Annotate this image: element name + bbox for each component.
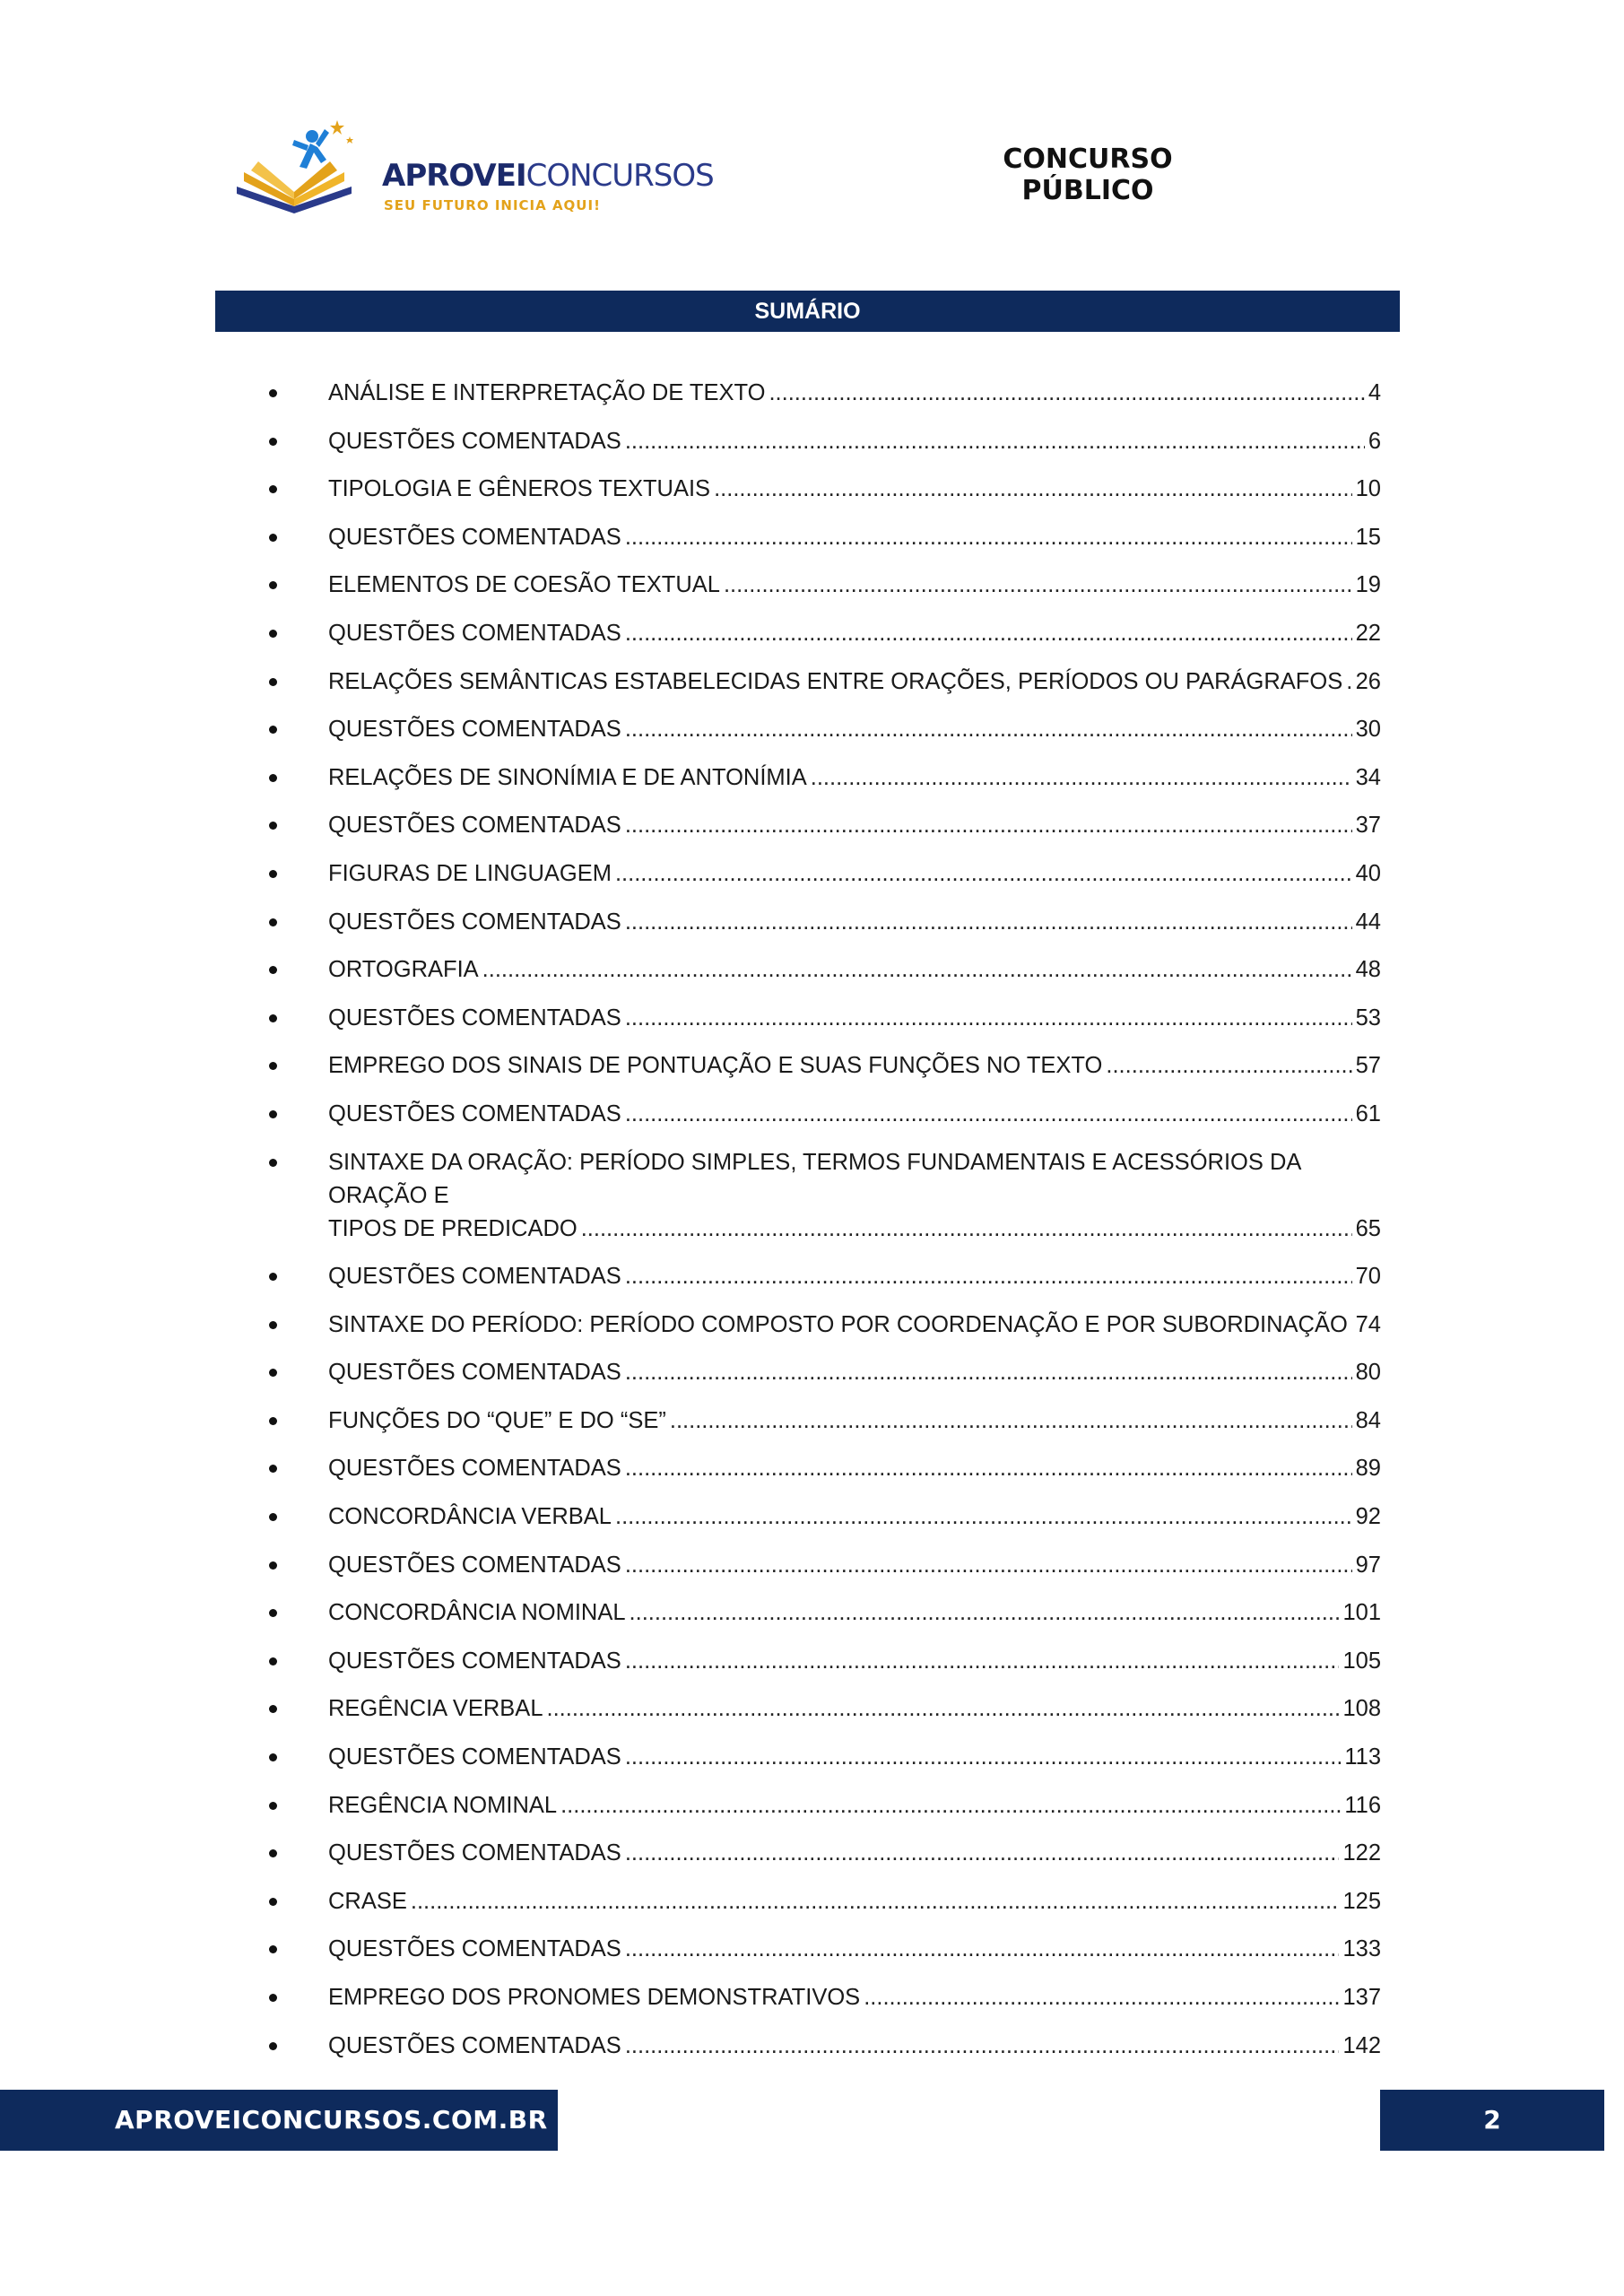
- dot-leader: [864, 1981, 1339, 2014]
- toc-entry-label: ORTOGRAFIA: [328, 957, 479, 983]
- bullet-icon: [269, 1159, 277, 1167]
- bullet-icon: [269, 1753, 277, 1761]
- bullet-icon: [269, 1369, 277, 1377]
- toc-entry-page: 84: [1355, 1407, 1381, 1433]
- dot-leader: [625, 1098, 1352, 1131]
- toc-entry-label: QUESTÕES COMENTADAS: [328, 524, 621, 550]
- toc-entry-label: QUESTÕES COMENTADAS: [328, 1648, 621, 1674]
- toc-entry[interactable]: [269, 1549, 1381, 1597]
- toc-entry[interactable]: [269, 1002, 1381, 1050]
- toc-entry[interactable]: [269, 1981, 1381, 2030]
- toc-entry[interactable]: [269, 665, 1381, 714]
- toc-entry-label: EMPREGO DOS PRONOMES DEMONSTRATIVOS: [328, 1985, 861, 2010]
- toc-entry-page: 133: [1342, 1936, 1381, 1962]
- toc-entry-label: EMPREGO DOS SINAIS DE PONTUAÇÃO E SUAS FUNÇÕES NO TEXTO: [328, 1053, 1103, 1079]
- toc-entry-page: 30: [1355, 717, 1381, 743]
- table-of-contents: [269, 377, 1381, 2077]
- toc-entry-page: 26: [1355, 668, 1381, 694]
- toc-entry-label: QUESTÕES COMENTADAS: [328, 1744, 621, 1770]
- bullet-icon: [269, 1417, 277, 1425]
- toc-entry-page: 125: [1342, 1888, 1381, 1914]
- bullet-icon: [269, 1273, 277, 1281]
- dot-leader: [625, 1452, 1352, 1485]
- bullet-icon: [269, 726, 277, 734]
- toc-entry-page: 142: [1342, 2032, 1381, 2058]
- dot-leader: [411, 1885, 1340, 1918]
- dot-leader: [625, 906, 1352, 939]
- toc-entry-label-line1: SINTAXE DA ORAÇÃO: PERÍODO SIMPLES, TERMOS FUNDAMENTAIS E ACESSÓRIOS DA ORAÇÃO E: [328, 1149, 1300, 1208]
- toc-entry-page: 74: [1355, 1311, 1381, 1337]
- bullet-icon: [269, 1110, 277, 1118]
- toc-entry[interactable]: [269, 1452, 1381, 1500]
- footer-website: APROVEICONCURSOS.COM.BR: [0, 2090, 558, 2151]
- dot-leader: [625, 1645, 1340, 1678]
- toc-entry-label: ANÁLISE E INTERPRETAÇÃO DE TEXTO: [328, 380, 766, 405]
- toc-entry-label: QUESTÕES COMENTADAS: [328, 1936, 621, 1962]
- dot-leader: [1346, 665, 1351, 699]
- toc-entry[interactable]: [269, 1098, 1381, 1146]
- bullet-icon: [269, 485, 277, 493]
- toc-entry-label: QUESTÕES COMENTADAS: [328, 620, 621, 646]
- bullet-icon: [269, 389, 277, 397]
- toc-entry-page: 10: [1355, 476, 1381, 502]
- toc-entry[interactable]: [269, 857, 1381, 906]
- bullet-icon: [269, 1609, 277, 1617]
- dot-leader: [811, 761, 1352, 795]
- toc-entry-page: 113: [1344, 1744, 1381, 1770]
- toc-entry-label: RELAÇÕES DE SINONÍMIA E DE ANTONÍMIA: [328, 764, 807, 790]
- toc-entry[interactable]: [269, 1692, 1381, 1741]
- toc-entry-label: QUESTÕES COMENTADAS: [328, 1552, 621, 1578]
- toc-entry[interactable]: [269, 473, 1381, 521]
- dot-leader: [625, 425, 1365, 458]
- toc-entry-label: ELEMENTOS DE COESÃO TEXTUAL: [328, 572, 720, 598]
- toc-entry[interactable]: [269, 617, 1381, 665]
- toc-entry[interactable]: [269, 906, 1381, 954]
- bullet-icon: [269, 1994, 277, 2002]
- toc-entry-label: QUESTÕES COMENTADAS: [328, 1456, 621, 1482]
- toc-entry-label: CONCORDÂNCIA VERBAL: [328, 1504, 612, 1530]
- bullet-icon: [269, 1802, 277, 1810]
- toc-entry-label: FIGURAS DE LINGUAGEM: [328, 860, 612, 886]
- dot-leader: [625, 1741, 1342, 1774]
- dot-leader: [1351, 1309, 1352, 1342]
- logo-wordmark: [382, 158, 714, 194]
- toc-entry[interactable]: [269, 713, 1381, 761]
- bullet-icon: [269, 630, 277, 638]
- toc-entry[interactable]: [269, 1789, 1381, 1838]
- toc-entry-label: QUESTÕES COMENTADAS: [328, 717, 621, 743]
- toc-entry-label: CONCORDÂNCIA NOMINAL: [328, 1600, 626, 1626]
- toc-entry-label: REGÊNCIA VERBAL: [328, 1696, 543, 1722]
- toc-entry-page: 122: [1342, 1840, 1381, 1866]
- dot-leader: [625, 1933, 1340, 1966]
- bullet-icon: [269, 1657, 277, 1665]
- toc-entry[interactable]: [269, 1885, 1381, 1934]
- logo-tagline: SEU FUTURO INICIA AQUI!: [384, 197, 601, 213]
- toc-entry[interactable]: [269, 2030, 1381, 2078]
- toc-entry[interactable]: [269, 1837, 1381, 1885]
- bullet-icon: [269, 1849, 277, 1857]
- bullet-icon: [269, 1465, 277, 1473]
- toc-entry[interactable]: [269, 1146, 1381, 1261]
- toc-entry-page: 22: [1355, 620, 1381, 646]
- logo-brand-part1: APROVEI: [382, 158, 526, 194]
- toc-entry-label: TIPOLOGIA E GÊNEROS TEXTUAIS: [328, 476, 711, 502]
- toc-entry-label: QUESTÕES COMENTADAS: [328, 909, 621, 935]
- toc-entry-label: QUESTÕES COMENTADAS: [328, 1840, 621, 1866]
- bullet-icon: [269, 534, 277, 542]
- dot-leader: [630, 1596, 1340, 1630]
- bullet-icon: [269, 1062, 277, 1070]
- toc-entry-page: 37: [1355, 813, 1381, 839]
- dot-leader: [625, 809, 1352, 842]
- bullet-icon: [269, 1705, 277, 1713]
- toc-entry-page: 34: [1355, 764, 1381, 790]
- bullet-icon: [269, 1513, 277, 1521]
- toc-entry-page: 80: [1355, 1360, 1381, 1386]
- toc-entry-page: 48: [1355, 957, 1381, 983]
- toc-entry-page: 116: [1344, 1792, 1381, 1818]
- toc-entry[interactable]: [269, 1933, 1381, 1981]
- toc-entry[interactable]: [269, 521, 1381, 570]
- dot-leader: [714, 473, 1352, 506]
- document-title: CONCURSO PÚBLICO: [1003, 144, 1173, 206]
- bullet-icon: [269, 1014, 277, 1022]
- toc-entry-label: FUNÇÕES DO “QUE” E DO “SE”: [328, 1407, 666, 1433]
- dot-leader: [625, 521, 1352, 554]
- dot-leader: [625, 1002, 1352, 1035]
- toc-entry-page: 101: [1342, 1600, 1381, 1626]
- brand-logo: [231, 117, 714, 233]
- toc-entry[interactable]: [269, 569, 1381, 617]
- toc-entry[interactable]: [269, 377, 1381, 425]
- toc-entry-page: 53: [1355, 1004, 1381, 1031]
- toc-entry-page: 40: [1355, 860, 1381, 886]
- toc-entry-label: QUESTÕES COMENTADAS: [328, 1264, 621, 1290]
- dot-leader: [625, 1260, 1352, 1293]
- toc-entry-page: 108: [1342, 1696, 1381, 1722]
- toc-entry[interactable]: [269, 1356, 1381, 1405]
- toc-entry-label: QUESTÕES COMENTADAS: [328, 813, 621, 839]
- toc-entry-page: 6: [1368, 428, 1381, 454]
- dot-leader: [581, 1213, 1352, 1246]
- bullet-icon: [269, 822, 277, 830]
- toc-entry-page: 19: [1355, 572, 1381, 598]
- toc-entry-page: 44: [1355, 909, 1381, 935]
- bullet-icon: [269, 1945, 277, 1953]
- bullet-icon: [269, 1321, 277, 1329]
- toc-entry[interactable]: [269, 1309, 1381, 1357]
- dot-leader: [769, 377, 1364, 410]
- toc-entry[interactable]: [269, 1645, 1381, 1693]
- dot-leader: [547, 1692, 1340, 1726]
- toc-entry-page: 70: [1355, 1264, 1381, 1290]
- dot-leader: [625, 2030, 1340, 2063]
- toc-entry-page: 92: [1355, 1504, 1381, 1530]
- dot-leader: [625, 1549, 1352, 1582]
- summary-heading: SUMÁRIO: [215, 291, 1400, 332]
- dot-leader: [625, 1837, 1340, 1870]
- toc-entry[interactable]: [269, 1405, 1381, 1453]
- bullet-icon: [269, 870, 277, 878]
- toc-entry-label: CRASE: [328, 1888, 407, 1914]
- toc-entry-page: 65: [1355, 1215, 1381, 1241]
- toc-entry-label: TIPOS DE PREDICADO: [328, 1215, 578, 1241]
- dot-leader: [482, 953, 1352, 987]
- bullet-icon: [269, 2042, 277, 2050]
- toc-entry[interactable]: [269, 1260, 1381, 1309]
- toc-entry-page: 61: [1355, 1100, 1381, 1126]
- toc-entry-label: SINTAXE DO PERÍODO: PERÍODO COMPOSTO POR COORDENAÇÃO E POR SUBORDINAÇÃO: [328, 1311, 1348, 1337]
- bullet-icon: [269, 438, 277, 446]
- bullet-icon: [269, 678, 277, 686]
- toc-entry-page: 89: [1355, 1456, 1381, 1482]
- bullet-icon: [269, 1561, 277, 1570]
- toc-entry-label: QUESTÕES COMENTADAS: [328, 1100, 621, 1126]
- dot-leader: [560, 1789, 1341, 1822]
- dot-leader: [670, 1405, 1352, 1438]
- dot-leader: [625, 1356, 1352, 1389]
- dot-leader: [724, 569, 1352, 602]
- logo-brand-part2: CONCURSOS: [525, 158, 714, 194]
- toc-entry-page: 105: [1342, 1648, 1381, 1674]
- toc-entry[interactable]: [269, 1500, 1381, 1549]
- dot-leader: [625, 617, 1352, 650]
- toc-entry[interactable]: [269, 809, 1381, 857]
- bullet-icon: [269, 918, 277, 926]
- toc-entry-page: 15: [1355, 524, 1381, 550]
- dot-leader: [615, 1500, 1352, 1534]
- toc-entry-label: QUESTÕES COMENTADAS: [328, 2032, 621, 2058]
- toc-entry[interactable]: [269, 1596, 1381, 1645]
- toc-entry-label: QUESTÕES COMENTADAS: [328, 1360, 621, 1386]
- dot-leader: [615, 857, 1352, 891]
- bullet-icon: [269, 1898, 277, 1906]
- toc-entry[interactable]: [269, 953, 1381, 1002]
- dot-leader: [625, 713, 1352, 746]
- book-figure-icon: [231, 117, 375, 233]
- toc-entry-page: 4: [1368, 380, 1381, 405]
- toc-entry[interactable]: [269, 1049, 1381, 1098]
- toc-entry-page: 97: [1355, 1552, 1381, 1578]
- toc-entry-page: 137: [1342, 1985, 1381, 2010]
- bullet-icon: [269, 966, 277, 974]
- toc-entry[interactable]: [269, 1741, 1381, 1789]
- toc-entry[interactable]: [269, 761, 1381, 810]
- bullet-icon: [269, 581, 277, 589]
- toc-entry-label: RELAÇÕES SEMÂNTICAS ESTABELECIDAS ENTRE ORAÇÕES, PERÍODOS OU PARÁGRAFOS: [328, 668, 1343, 694]
- toc-entry-label: QUESTÕES COMENTADAS: [328, 428, 621, 454]
- bullet-icon: [269, 774, 277, 782]
- toc-entry[interactable]: [269, 425, 1381, 474]
- toc-entry-label: REGÊNCIA NOMINAL: [328, 1792, 558, 1818]
- toc-entry-page: 57: [1355, 1053, 1381, 1079]
- dot-leader: [1106, 1049, 1351, 1083]
- toc-entry-label: QUESTÕES COMENTADAS: [328, 1004, 621, 1031]
- footer-page-number: 2: [1380, 2090, 1604, 2151]
